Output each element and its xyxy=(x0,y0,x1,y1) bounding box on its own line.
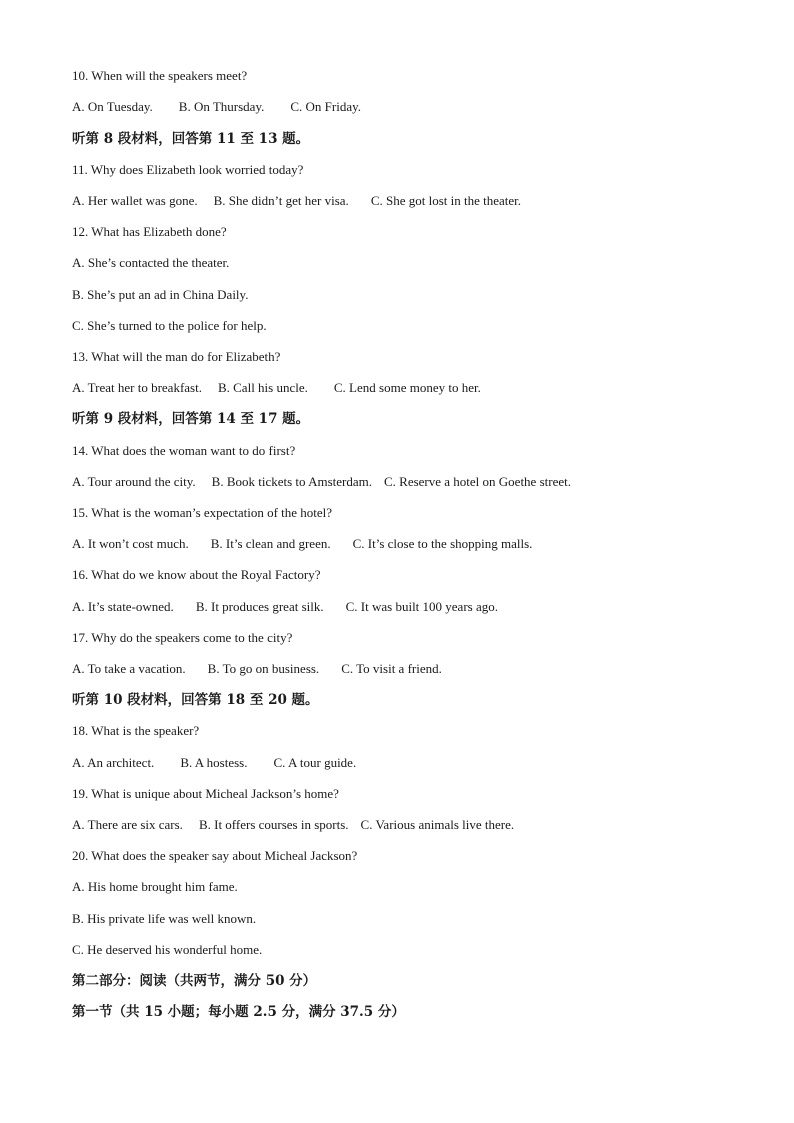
question-18-options xyxy=(72,755,356,771)
option-c: C. Reserve a hotel on Goethe street. xyxy=(383,474,571,489)
section-9-heading: 听第 9 段材料，回答第 14 至 17 题。 xyxy=(72,411,310,427)
option-b: B. It produces great silk. xyxy=(195,599,324,614)
option-b: B. To go on business. xyxy=(207,661,320,676)
question-20-option-b: B. His private life was well known. xyxy=(72,911,257,926)
option-b: B. On Thursday. xyxy=(178,99,265,114)
option-c: C. To visit a friend. xyxy=(341,661,442,676)
option-b: B. A hostess. xyxy=(180,755,248,770)
question-14: 14. What does the woman want to do first? xyxy=(72,443,296,458)
option-c: C. A tour guide. xyxy=(273,755,357,770)
option-c: C. On Friday. xyxy=(290,99,362,114)
question-19: 19. What is unique about Micheal Jackson’s home? xyxy=(72,786,339,801)
option-c: C. Lend some money to her. xyxy=(333,380,481,395)
question-17: 17. Why do the speakers come to the city? xyxy=(72,630,293,645)
option-a: A. Tour around the city. xyxy=(72,474,196,489)
option-b: B. Call his uncle. xyxy=(217,380,308,395)
question-12-option-b: B. She’s put an ad in China Daily. xyxy=(72,287,249,302)
option-b: B. It offers courses in sports. xyxy=(198,817,349,832)
option-a: A. Her wallet was gone. xyxy=(72,193,198,208)
question-10-options xyxy=(72,99,361,115)
option-c: C. Various animals live there. xyxy=(360,817,515,832)
option-c: C. She got lost in the theater. xyxy=(370,193,522,208)
question-11-options xyxy=(72,193,521,209)
section-8-heading: 听第 8 段材料，回答第 11 至 13 题。 xyxy=(72,131,310,147)
question-16-options xyxy=(72,599,498,615)
question-20-option-c: C. He deserved his wonderful home. xyxy=(72,942,263,957)
question-15-options xyxy=(72,536,532,552)
option-a: A. It’s state-owned. xyxy=(72,599,174,614)
question-12-option-c: C. She’s turned to the police for help. xyxy=(72,318,267,333)
question-15: 15. What is the woman’s expectation of the hotel? xyxy=(72,505,333,520)
option-a: A. It won’t cost much. xyxy=(72,536,189,551)
part-2-subheading: 第一节（共 15 小题；每小题 2.5 分，满分 37.5 分） xyxy=(72,1004,405,1020)
question-16: 16. What do we know about the Royal Factory? xyxy=(72,567,321,582)
option-b: B. She didn’t get her visa. xyxy=(213,193,349,208)
option-a: A. On Tuesday. xyxy=(72,99,153,114)
option-a: A. There are six cars. xyxy=(72,817,183,832)
question-10: 10. When will the speakers meet? xyxy=(72,68,248,83)
option-a: A. To take a vacation. xyxy=(72,661,186,676)
question-20-option-a: A. His home brought him fame. xyxy=(72,879,238,894)
question-14-options xyxy=(72,474,571,490)
option-a: A. Treat her to breakfast. xyxy=(72,380,202,395)
option-b: B. It’s clean and green. xyxy=(210,536,331,551)
question-13-options xyxy=(72,380,481,396)
question-18: 18. What is the speaker? xyxy=(72,723,200,738)
question-13: 13. What will the man do for Elizabeth? xyxy=(72,349,281,364)
option-a: A. An architect. xyxy=(72,755,155,770)
option-c: C. It’s close to the shopping malls. xyxy=(352,536,533,551)
part-2-heading: 第二部分：阅读（共两节，满分 50 分） xyxy=(72,973,317,989)
option-b: B. Book tickets to Amsterdam. xyxy=(211,474,372,489)
option-c: C. It was built 100 years ago. xyxy=(345,599,498,614)
question-12-option-a: A. She’s contacted the theater. xyxy=(72,255,230,270)
question-11: 11. Why does Elizabeth look worried today? xyxy=(72,162,304,177)
question-17-options xyxy=(72,661,442,677)
question-12: 12. What has Elizabeth done? xyxy=(72,224,227,239)
section-10-heading: 听第 10 段材料，回答第 18 至 20 题。 xyxy=(72,692,319,708)
question-19-options xyxy=(72,817,514,833)
question-20: 20. What does the speaker say about Micheal Jackson? xyxy=(72,848,358,863)
